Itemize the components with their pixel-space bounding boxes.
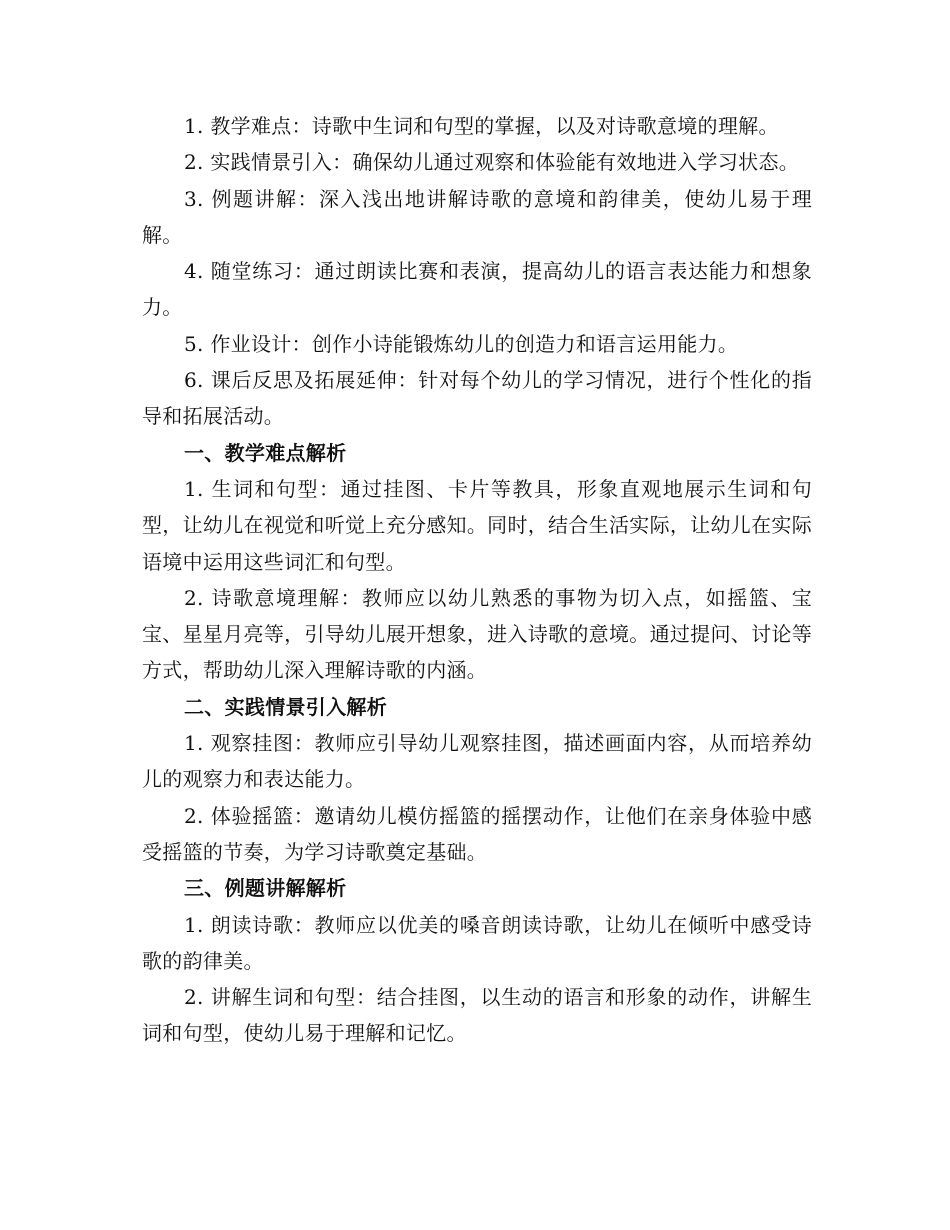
paragraph-difficulty-overview: 1. 教学难点：诗歌中生词和句型的掌握，以及对诗歌意境的理解。 — [184, 114, 779, 138]
section-heading-practice-intro: 二、实践情景引入解析 — [184, 694, 387, 719]
paragraph-vocabulary: 1. 生词和句型：通过挂图、卡片等教具，形象直观地展示生词和句型，让幼儿在视觉和听觉上充分感知。同时，结合生活实际，让幼儿在实际语境中运用这些词汇和句型。 — [142, 476, 812, 574]
paragraph-practice-intro-overview: 2. 实践情景引入：确保幼儿通过观察和体验能有效地进入学习状态。 — [184, 150, 800, 175]
paragraph-read-poem: 1. 朗读诗歌：教师应以优美的嗓音朗读诗歌，让幼儿在倾听中感受诗歌的韵律美。 — [142, 912, 812, 973]
paragraph-observe-picture: 1. 观察挂图：教师应引导幼儿观察挂图，描述画面内容，从而培养幼儿的观察力和表达能力。 — [142, 731, 812, 792]
paragraph-reflection-overview: 6. 课后反思及拓展延伸：针对每个幼儿的学习情况，进行个性化的指导和拓展活动。 — [142, 368, 812, 429]
paragraph-explain-vocabulary: 2. 讲解生词和句型：结合挂图，以生动的语言和形象的动作，讲解生词和句型，使幼儿易于理解和记忆。 — [142, 985, 812, 1046]
paragraph-class-exercise-overview: 4. 随堂练习：通过朗读比赛和表演，提高幼儿的语言表达能力和想象力。 — [142, 259, 812, 320]
section-heading-difficulty: 一、教学难点解析 — [184, 440, 347, 465]
paragraph-poem-mood: 2. 诗歌意境理解：教师应以幼儿熟悉的事物为切入点，如摇篮、宝宝、星星月亮等，引导幼儿展开想象，进入诗歌的意境。通过提问、讨论等方式，帮助幼儿深入理解诗歌的内涵。 — [142, 585, 812, 683]
document-body — [142, 108, 812, 1052]
section-heading-example: 三、例题讲解解析 — [184, 876, 347, 901]
paragraph-experience-cradle: 2. 体验摇篮：邀请幼儿模仿摇篮的摇摆动作，让他们在亲身体验中感受摇篮的节奏，为学习诗歌奠定基础。 — [142, 803, 812, 864]
paragraph-homework-overview: 5. 作业设计：创作小诗能锻炼幼儿的创造力和语言运用能力。 — [184, 331, 739, 356]
paragraph-example-overview: 3. 例题讲解：深入浅出地讲解诗歌的意境和韵律美，使幼儿易于理解。 — [142, 186, 812, 247]
